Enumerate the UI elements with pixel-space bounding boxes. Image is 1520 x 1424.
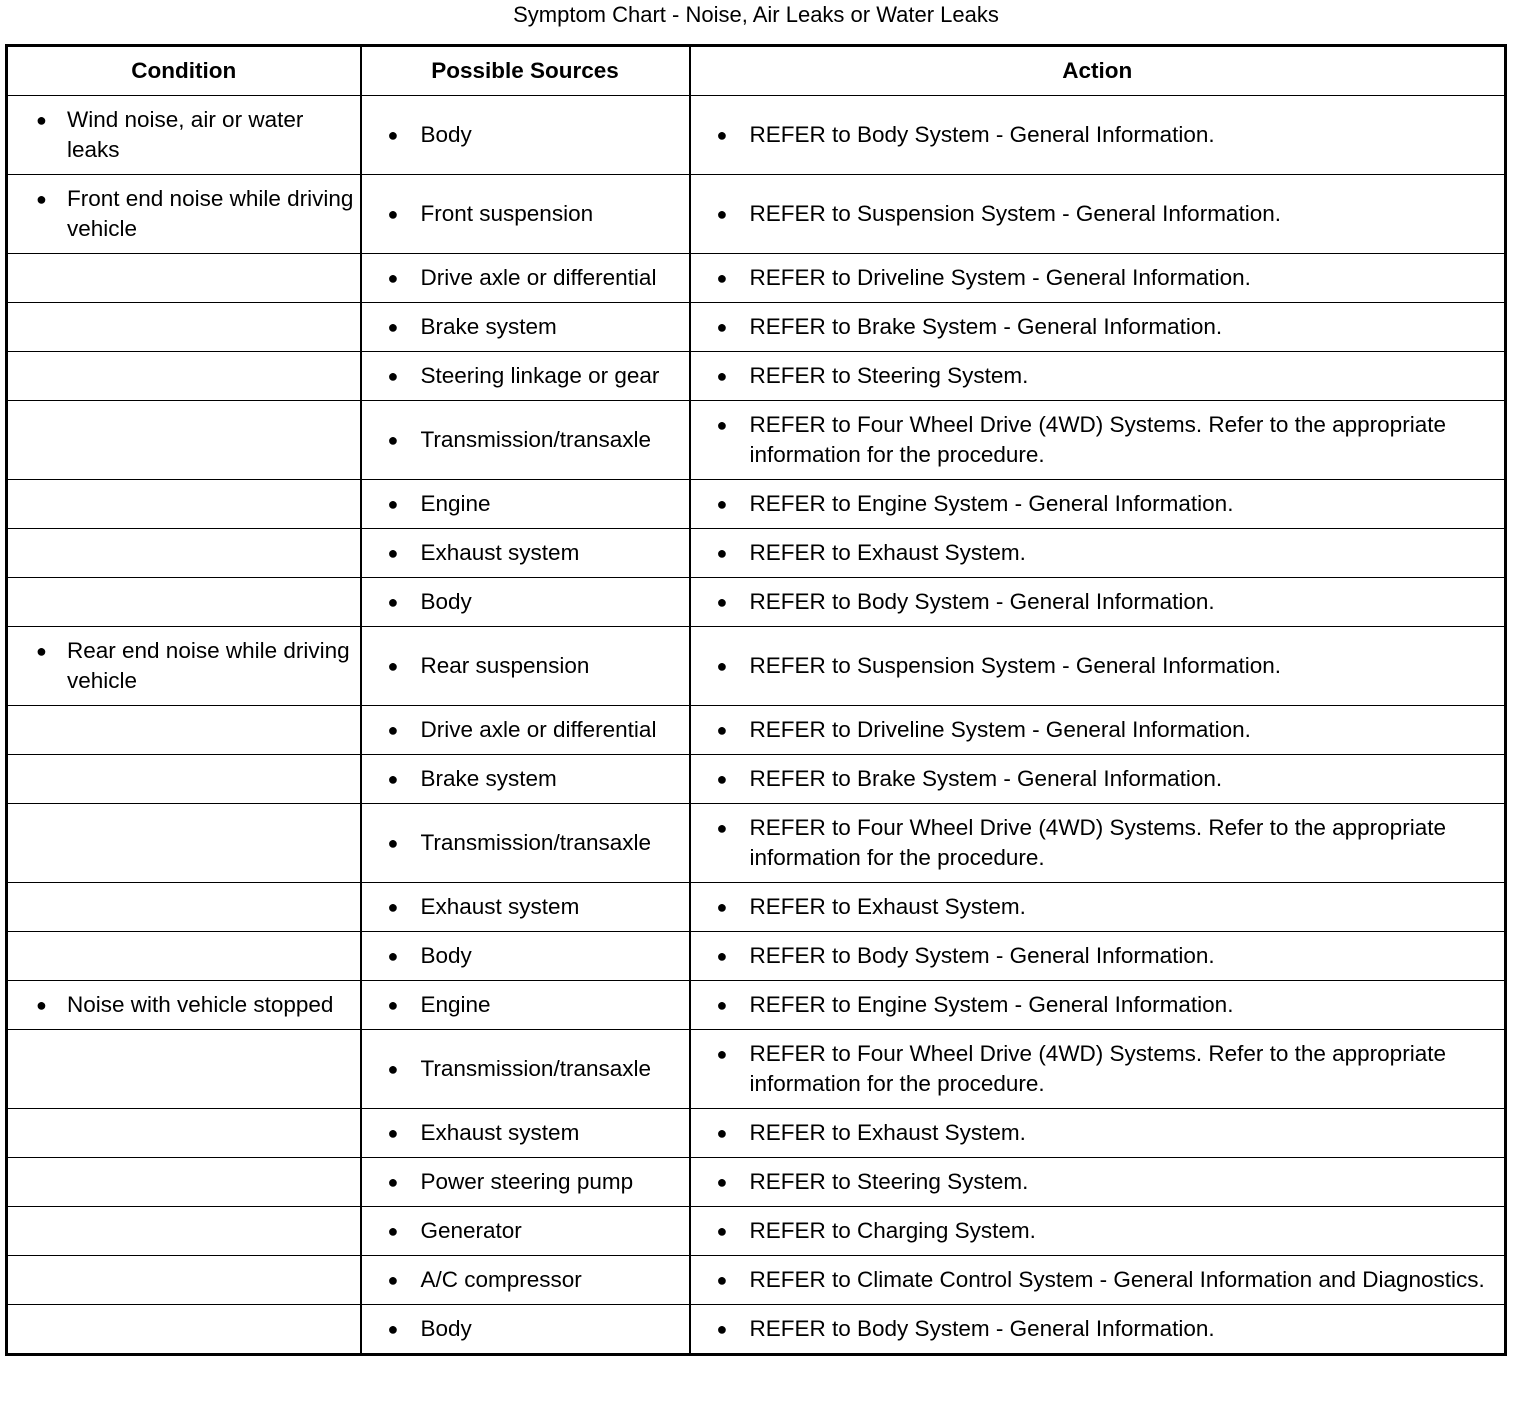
source-cell	[361, 981, 690, 1030]
action-text: ● REFER to Four Wheel Drive (4WD) Systems. Refer to the appropriate information for the procedure.	[695, 410, 1501, 470]
table-row	[7, 932, 1506, 981]
action-cell	[690, 480, 1506, 529]
source-cell	[361, 254, 690, 303]
condition-cell	[7, 529, 361, 578]
table-row	[7, 1030, 1506, 1109]
table-row	[7, 1256, 1506, 1305]
table-row	[7, 529, 1506, 578]
action-text: ● REFER to Four Wheel Drive (4WD) Systems. Refer to the appropriate information for the procedure.	[695, 813, 1501, 873]
chart-title: Symptom Chart - Noise, Air Leaks or Water Leaks	[513, 2, 999, 27]
action-cell	[690, 352, 1506, 401]
source-cell	[361, 529, 690, 578]
action-cell	[690, 1158, 1506, 1207]
action-text: ● REFER to Charging System.	[695, 1216, 1501, 1246]
action-cell	[690, 706, 1506, 755]
action-text: ● REFER to Body System - General Information.	[695, 120, 1501, 150]
condition-text: ● Rear end noise while driving vehicle	[12, 636, 356, 696]
table-row	[7, 804, 1506, 883]
action-cell	[690, 981, 1506, 1030]
condition-cell	[7, 96, 361, 175]
table-row	[7, 96, 1506, 175]
condition-cell	[7, 401, 361, 480]
action-text: ● REFER to Exhaust System.	[695, 538, 1501, 568]
action-cell	[690, 627, 1506, 706]
source-cell	[361, 755, 690, 804]
source-text: ● Engine	[366, 990, 685, 1020]
condition-cell	[7, 932, 361, 981]
source-text: ● Engine	[366, 489, 685, 519]
source-text: ● Transmission/transaxle	[366, 425, 685, 455]
table-row	[7, 1305, 1506, 1355]
condition-cell	[7, 755, 361, 804]
source-cell	[361, 96, 690, 175]
table-row	[7, 1158, 1506, 1207]
source-text: ● A/C compressor	[366, 1265, 685, 1295]
action-text: ● REFER to Body System - General Information.	[695, 587, 1501, 617]
source-cell	[361, 1030, 690, 1109]
source-text: ● Brake system	[366, 764, 685, 794]
source-cell	[361, 303, 690, 352]
source-cell	[361, 1305, 690, 1355]
source-cell	[361, 804, 690, 883]
action-text: ● REFER to Driveline System - General Information.	[695, 263, 1501, 293]
action-text: ● REFER to Four Wheel Drive (4WD) Systems. Refer to the appropriate information for the procedure.	[695, 1039, 1501, 1099]
header-action: Action	[690, 46, 1506, 96]
header-row	[7, 46, 1506, 96]
source-text: ● Exhaust system	[366, 1118, 685, 1148]
table-row	[7, 706, 1506, 755]
action-text: ● REFER to Driveline System - General Information.	[695, 715, 1501, 745]
action-cell	[690, 804, 1506, 883]
table-row	[7, 352, 1506, 401]
source-text: ● Generator	[366, 1216, 685, 1246]
condition-cell	[7, 804, 361, 883]
source-cell	[361, 706, 690, 755]
source-cell	[361, 1207, 690, 1256]
source-cell	[361, 578, 690, 627]
source-text: ● Exhaust system	[366, 538, 685, 568]
source-text: ● Drive axle or differential	[366, 263, 685, 293]
header-possible-sources: Possible Sources	[361, 46, 690, 96]
action-cell	[690, 932, 1506, 981]
action-text: ● REFER to Brake System - General Information.	[695, 764, 1501, 794]
condition-cell	[7, 981, 361, 1030]
action-cell	[690, 529, 1506, 578]
table-row	[7, 303, 1506, 352]
action-cell	[690, 303, 1506, 352]
source-text: ● Power steering pump	[366, 1167, 685, 1197]
symptom-table	[5, 44, 1507, 1356]
condition-cell	[7, 1109, 361, 1158]
table-row	[7, 175, 1506, 254]
source-text: ● Front suspension	[366, 199, 685, 229]
action-text: ● REFER to Climate Control System - General Information and Diagnostics.	[695, 1265, 1501, 1295]
source-text: ● Body	[366, 941, 685, 971]
action-cell	[690, 578, 1506, 627]
action-text: ● REFER to Steering System.	[695, 1167, 1501, 1197]
action-cell	[690, 96, 1506, 175]
condition-cell	[7, 1158, 361, 1207]
action-cell	[690, 1305, 1506, 1355]
source-cell	[361, 627, 690, 706]
action-cell	[690, 755, 1506, 804]
action-cell	[690, 1030, 1506, 1109]
source-cell	[361, 480, 690, 529]
source-cell	[361, 932, 690, 981]
action-text: ● REFER to Exhaust System.	[695, 1118, 1501, 1148]
source-text: ● Body	[366, 120, 685, 150]
table-row	[7, 1207, 1506, 1256]
table-row	[7, 578, 1506, 627]
condition-cell	[7, 303, 361, 352]
action-text: ● REFER to Exhaust System.	[695, 892, 1501, 922]
condition-cell	[7, 480, 361, 529]
source-cell	[361, 1158, 690, 1207]
condition-cell	[7, 578, 361, 627]
action-cell	[690, 401, 1506, 480]
condition-cell	[7, 1256, 361, 1305]
condition-text: ● Front end noise while driving vehicle	[12, 184, 356, 244]
action-text: ● REFER to Body System - General Information.	[695, 941, 1501, 971]
condition-cell	[7, 706, 361, 755]
table-row	[7, 883, 1506, 932]
source-cell	[361, 883, 690, 932]
action-cell	[690, 1207, 1506, 1256]
source-cell	[361, 401, 690, 480]
condition-cell	[7, 1207, 361, 1256]
action-text: ● REFER to Engine System - General Information.	[695, 990, 1501, 1020]
action-text: ● REFER to Suspension System - General Information.	[695, 199, 1501, 229]
source-text: ● Brake system	[366, 312, 685, 342]
source-cell	[361, 1109, 690, 1158]
condition-cell	[7, 1305, 361, 1355]
table-row	[7, 254, 1506, 303]
condition-cell	[7, 352, 361, 401]
action-cell	[690, 254, 1506, 303]
source-cell	[361, 175, 690, 254]
source-text: ● Drive axle or differential	[366, 715, 685, 745]
source-text: ● Transmission/transaxle	[366, 1054, 685, 1084]
action-cell	[690, 175, 1506, 254]
source-cell	[361, 1256, 690, 1305]
source-text: ● Body	[366, 587, 685, 617]
condition-cell	[7, 175, 361, 254]
action-text: ● REFER to Suspension System - General Information.	[695, 651, 1501, 681]
action-cell	[690, 1256, 1506, 1305]
action-text: ● REFER to Brake System - General Information.	[695, 312, 1501, 342]
table-row	[7, 1109, 1506, 1158]
action-cell	[690, 883, 1506, 932]
source-text: ● Body	[366, 1314, 685, 1344]
table-row	[7, 755, 1506, 804]
source-text: ● Steering linkage or gear	[366, 361, 685, 391]
source-text: ● Transmission/transaxle	[366, 828, 685, 858]
table-row	[7, 627, 1506, 706]
condition-text: ● Noise with vehicle stopped	[12, 990, 356, 1020]
condition-cell	[7, 883, 361, 932]
table-row	[7, 401, 1506, 480]
action-cell	[690, 1109, 1506, 1158]
source-text: ● Rear suspension	[366, 651, 685, 681]
condition-text: ● Wind noise, air or water leaks	[12, 105, 356, 165]
action-text: ● REFER to Body System - General Information.	[695, 1314, 1501, 1344]
action-text: ● REFER to Steering System.	[695, 361, 1501, 391]
condition-cell	[7, 627, 361, 706]
table-row	[7, 480, 1506, 529]
header-condition: Condition	[7, 46, 361, 96]
source-cell	[361, 352, 690, 401]
table-row	[7, 981, 1506, 1030]
action-text: ● REFER to Engine System - General Information.	[695, 489, 1501, 519]
condition-cell	[7, 1030, 361, 1109]
source-text: ● Exhaust system	[366, 892, 685, 922]
condition-cell	[7, 254, 361, 303]
